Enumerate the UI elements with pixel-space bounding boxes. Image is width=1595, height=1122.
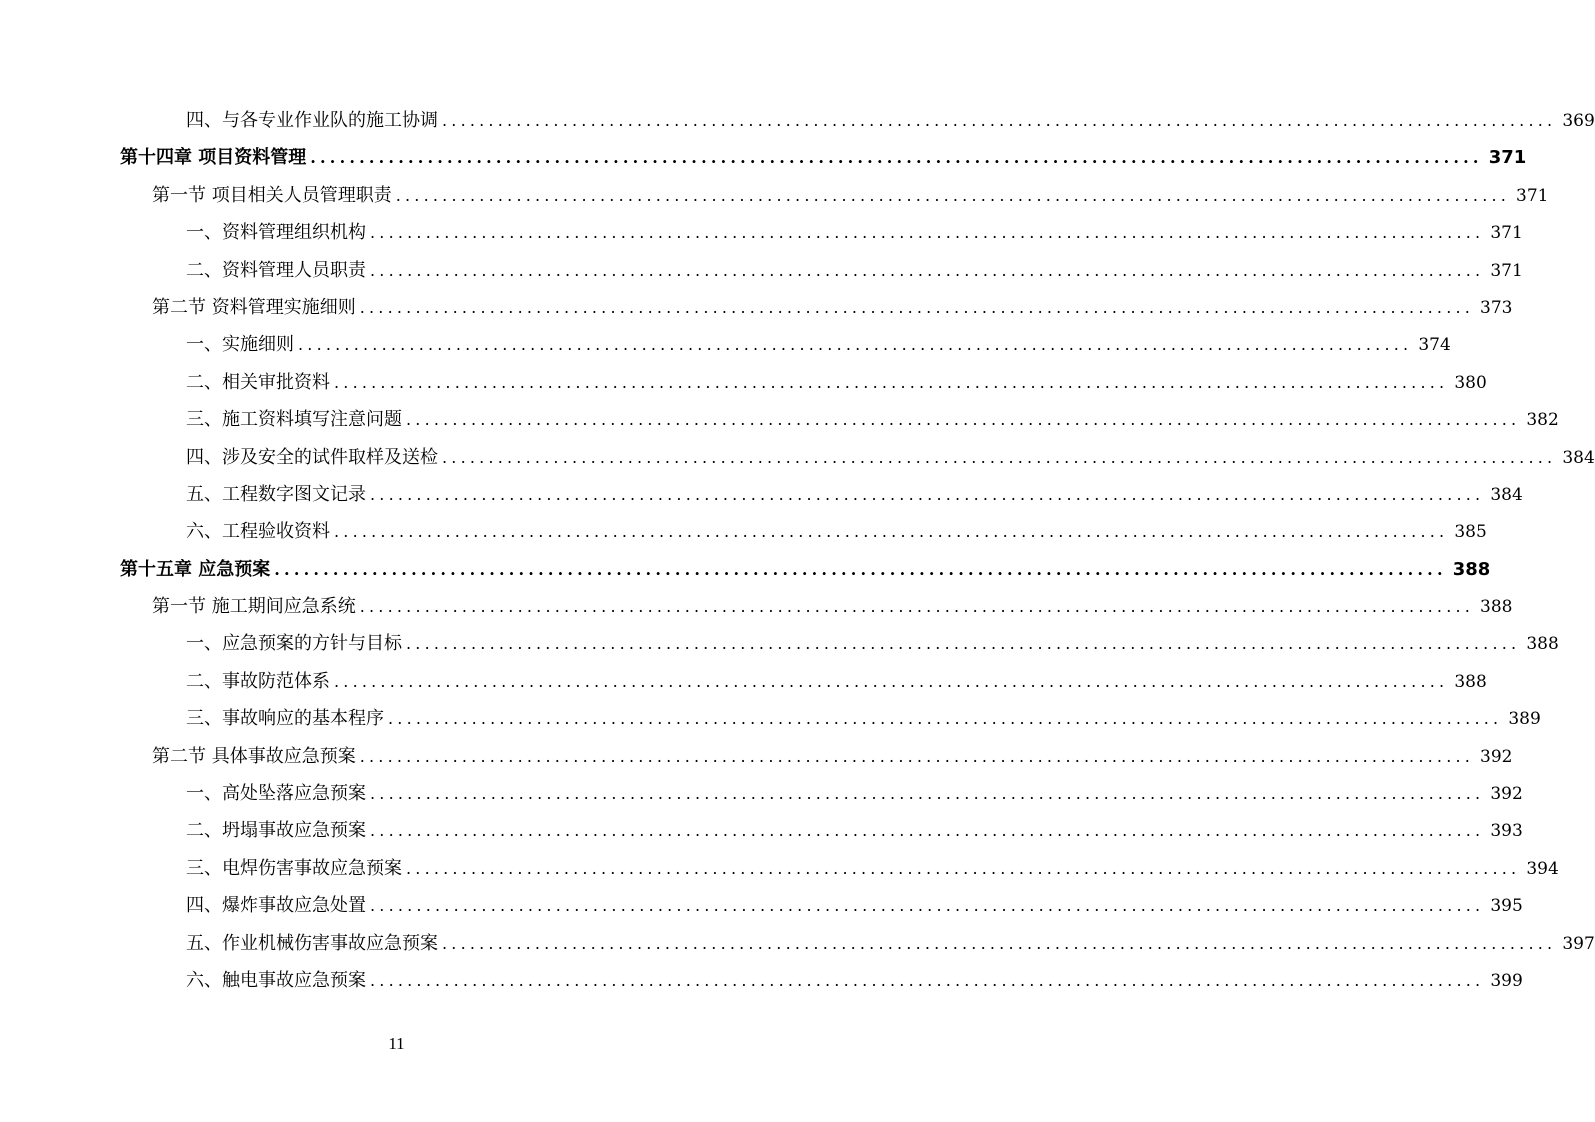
- toc-dot-leader: ........................................................................................................................: [274, 559, 1447, 579]
- toc-entry-page-number: 384: [1490, 484, 1523, 505]
- toc-entry-line: [186, 332, 1451, 356]
- toc-entry-page-number: 388: [1526, 634, 1559, 655]
- toc-dot-leader: ........................................................................................................................: [359, 746, 1475, 766]
- toc-entry-title: 五、工程数字图文记录: [186, 483, 366, 505]
- toc-entry-line: [152, 744, 1513, 768]
- toc-dot-leader: ........................................................................................................................: [406, 858, 1521, 878]
- toc-dot-leader: ........................................................................................................................: [370, 260, 1485, 280]
- toc-entry-line: [186, 968, 1523, 992]
- toc-entry-title: 六、触电事故应急预案: [186, 969, 366, 991]
- toc-entry-page-number: 392: [1480, 746, 1513, 767]
- toc-entry-title: 二、事故防范体系: [186, 670, 330, 692]
- toc-entry-page-number: 388: [1480, 597, 1513, 618]
- toc-entry-line: [186, 781, 1523, 805]
- toc-entry-title: 第一节 项目相关人员管理职责: [152, 184, 392, 206]
- toc-entry-title: 第二节 具体事故应急预案: [152, 745, 356, 767]
- toc-section-entry[interactable]: [0, 175, 1549, 212]
- toc-entry-title: 四、与各专业作业队的施工协调: [186, 110, 438, 131]
- toc-entry-line: [186, 445, 1595, 469]
- toc-dot-leader: ........................................................................................................................: [334, 671, 1449, 691]
- toc-entry-title: 五、作业机械伤害事故应急预案: [186, 932, 438, 954]
- page-number: 11: [388, 1034, 405, 1053]
- toc-dot-leader: ........................................................................................................................: [310, 148, 1483, 168]
- toc-subsection-entry[interactable]: [0, 923, 1595, 960]
- table-of-contents: [0, 100, 1595, 997]
- toc-entry-page-number: 371: [1490, 223, 1523, 244]
- toc-dot-leader: ........................................................................................................................: [370, 970, 1485, 990]
- toc-entry-page-number: 382: [1526, 410, 1559, 431]
- toc-section-entry[interactable]: [0, 586, 1513, 623]
- toc-entry-page-number: 374: [1418, 335, 1451, 356]
- toc-dot-leader: ........................................................................................................................: [359, 597, 1475, 617]
- toc-dot-leader: ........................................................................................................................: [370, 784, 1485, 804]
- toc-entry-line: [186, 706, 1541, 730]
- toc-dot-leader: ........................................................................................................................: [406, 634, 1521, 654]
- toc-subsection-entry[interactable]: [0, 773, 1523, 810]
- toc-dot-leader: ........................................................................................................................: [395, 185, 1511, 205]
- toc-entry-line: [186, 631, 1559, 655]
- toc-entry-page-number: 389: [1508, 709, 1541, 730]
- toc-dot-leader: ........................................................................................................................: [442, 447, 1557, 467]
- toc-entry-page-number: 380: [1454, 372, 1487, 393]
- toc-entry-page-number: 373: [1480, 297, 1513, 318]
- toc-subsection-entry[interactable]: [0, 511, 1487, 548]
- toc-chapter-entry[interactable]: [0, 549, 1491, 586]
- toc-entry-line: [186, 220, 1523, 244]
- toc-entry-title: 第二节 资料管理实施细则: [152, 296, 356, 318]
- toc-entry-page-number: 385: [1454, 522, 1487, 543]
- toc-subsection-entry[interactable]: [0, 399, 1559, 436]
- toc-entry-line: [186, 370, 1487, 394]
- toc-entry-page-number: 371: [1490, 260, 1523, 281]
- toc-dot-leader: ........................................................................................................................: [370, 896, 1485, 916]
- toc-subsection-entry[interactable]: [0, 250, 1523, 287]
- toc-entry-title: 一、高处坠落应急预案: [186, 783, 366, 805]
- toc-entry-page-number: 371: [1516, 185, 1549, 206]
- toc-entry-line: [186, 893, 1523, 917]
- toc-entry-page-number: 395: [1490, 896, 1523, 917]
- toc-subsection-entry[interactable]: [0, 324, 1451, 361]
- toc-entry-title: 一、实施细则: [186, 334, 294, 356]
- toc-chapter-entry[interactable]: [0, 137, 1527, 174]
- toc-entry-title: 三、施工资料填写注意问题: [186, 409, 402, 431]
- toc-entry-title: 一、应急预案的方针与目标: [186, 633, 402, 655]
- toc-entry-title: 二、相关审批资料: [186, 371, 330, 393]
- toc-dot-leader: ........................................................................................................................: [442, 111, 1557, 130]
- toc-subsection-entry[interactable]: [0, 960, 1523, 997]
- toc-dot-leader: ........................................................................................................................: [359, 297, 1475, 317]
- toc-entry-page-number: 388: [1452, 558, 1491, 580]
- toc-entry-title: 四、爆炸事故应急处置: [186, 895, 366, 917]
- toc-entry-line: [186, 407, 1559, 431]
- toc-dot-leader: ........................................................................................................................: [388, 709, 1503, 729]
- toc-dot-leader: ........................................................................................................................: [370, 484, 1485, 504]
- toc-entry-line: [120, 145, 1527, 169]
- toc-subsection-entry[interactable]: [0, 474, 1523, 511]
- toc-entry-line: [186, 482, 1523, 506]
- toc-entry-title: 六、工程验收资料: [186, 521, 330, 543]
- toc-entry-line: [152, 295, 1513, 319]
- toc-entry-line: [186, 856, 1559, 880]
- toc-dot-leader: ........................................................................................................................: [442, 933, 1557, 953]
- toc-entry-line: [152, 594, 1513, 618]
- toc-dot-leader: ........................................................................................................................: [334, 372, 1449, 392]
- toc-entry-page-number: 369: [1562, 111, 1595, 131]
- toc-subsection-entry[interactable]: [0, 623, 1559, 660]
- toc-subsection-entry[interactable]: [0, 848, 1559, 885]
- toc-entry-line: [186, 669, 1487, 693]
- toc-entry-line: [152, 183, 1549, 207]
- toc-subsection-entry[interactable]: [0, 362, 1487, 399]
- toc-entry-line: [186, 108, 1595, 132]
- toc-subsection-entry[interactable]: [0, 698, 1541, 735]
- toc-dot-leader: ........................................................................................................................: [406, 410, 1521, 430]
- toc-entry-title: 二、资料管理人员职责: [186, 259, 366, 281]
- toc-entry-line: [186, 931, 1595, 955]
- toc-entry-title: 二、坍塌事故应急预案: [186, 820, 366, 842]
- toc-entry-line: [186, 519, 1487, 543]
- toc-section-entry[interactable]: [0, 287, 1513, 324]
- toc-entry-page-number: 397: [1562, 933, 1595, 954]
- toc-subsection-entry[interactable]: [0, 212, 1523, 249]
- toc-entry-title: 三、电焊伤害事故应急预案: [186, 857, 402, 879]
- toc-subsection-entry[interactable]: [0, 661, 1487, 698]
- toc-entry-page-number: 388: [1454, 671, 1487, 692]
- toc-dot-leader: ........................................................................................................................: [370, 821, 1485, 841]
- toc-entry-page-number: 394: [1526, 858, 1559, 879]
- toc-entry-page-number: 384: [1562, 447, 1595, 468]
- toc-entry-page-number: 371: [1488, 147, 1527, 169]
- toc-entry-line: [120, 557, 1491, 581]
- toc-dot-leader: ........................................................................................................................: [298, 335, 1413, 355]
- toc-dot-leader: ........................................................................................................................: [334, 522, 1449, 542]
- toc-subsection-entry[interactable]: [0, 885, 1523, 922]
- toc-entry-title: 一、资料管理组织机构: [186, 222, 366, 244]
- toc-entry-title: 三、事故响应的基本程序: [186, 708, 384, 730]
- toc-entry-page-number: 392: [1490, 784, 1523, 805]
- toc-entry-page-number: 399: [1490, 970, 1523, 991]
- toc-entry-title: 第一节 施工期间应急系统: [152, 596, 356, 618]
- toc-subsection-entry[interactable]: [0, 810, 1523, 847]
- toc-dot-leader: ........................................................................................................................: [370, 223, 1485, 243]
- toc-section-entry[interactable]: [0, 736, 1513, 773]
- toc-entry-title: 第十四章 项目资料管理: [120, 147, 307, 169]
- toc-entry-line: [186, 818, 1523, 842]
- toc-entry-line: [186, 258, 1523, 282]
- toc-entry-title: 四、涉及安全的试件取样及送检: [186, 446, 438, 468]
- toc-entry-title: 第十五章 应急预案: [120, 558, 271, 580]
- toc-subsection-entry[interactable]: [0, 100, 1595, 137]
- toc-entry-page-number: 393: [1490, 821, 1523, 842]
- toc-subsection-entry[interactable]: [0, 437, 1595, 474]
